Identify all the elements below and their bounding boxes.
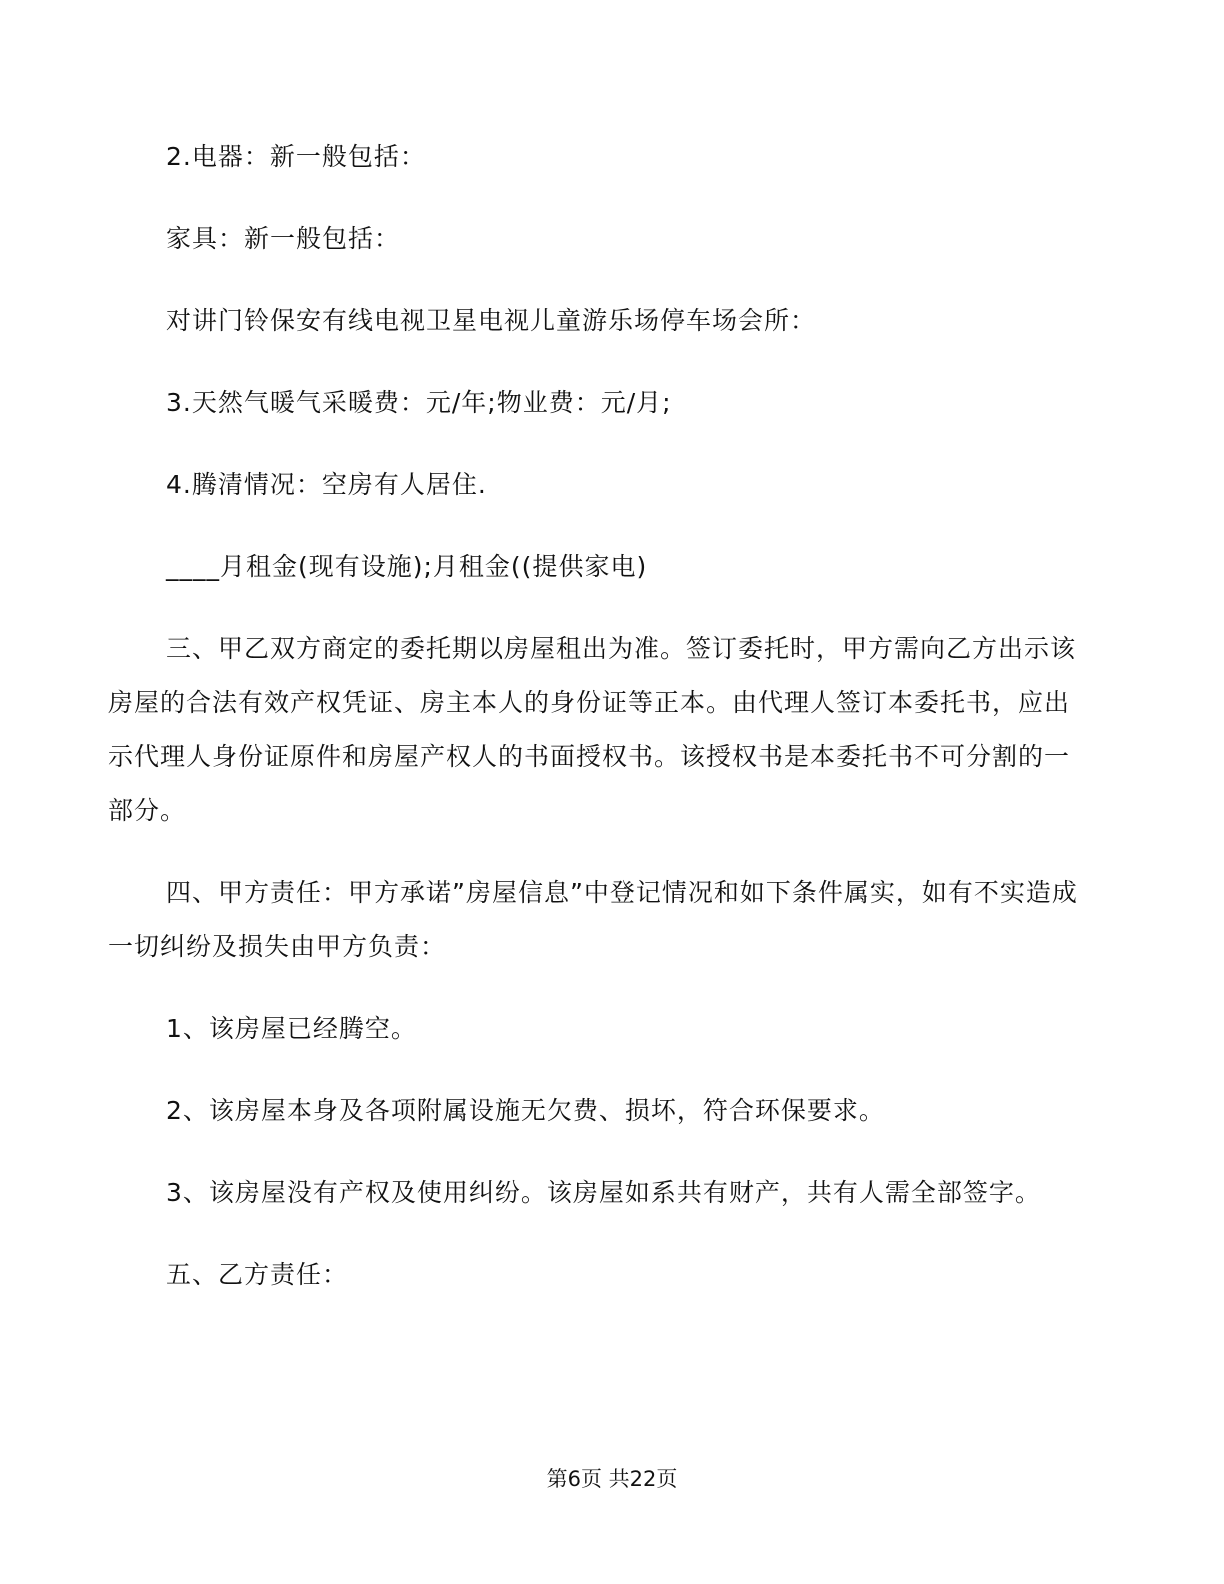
paragraph-facilities: 对讲门铃保安有线电视卫星电视儿童游乐场停车场会所：: [166, 306, 817, 335]
paragraph-item-three: 3、该房屋没有产权及使用纠纷。该房屋如系共有财产，共有人需全部签字。: [166, 1178, 1041, 1207]
page-number-footer: 第6页 共22页: [546, 1467, 678, 1491]
paragraph-fees: 3.天然气暖气采暖费：元/年;物业费：元/月;: [166, 388, 672, 417]
paragraph-section-five: 五、乙方责任：: [166, 1260, 349, 1289]
paragraph-furniture: 家具：新一般包括：: [166, 224, 401, 253]
paragraph-section-three: 三、甲乙双方商定的委托期以房屋租出为准。签订委托时，甲方需向乙方出示该房屋的合法有效产权凭证、房主本人的身份证等正本。由代理人签订本委托书，应出示代理人身份证原件和房屋产权人的书面授权书。该授权书是本委托书不可分割的一部分。: [108, 634, 1077, 825]
paragraph-item-one: 1、该房屋已经腾空。: [166, 1014, 417, 1043]
paragraph-rent: ____月租金(现有设施);月租金((提供家电): [166, 552, 648, 581]
paragraph-section-four: 四、甲方责任：甲方承诺”房屋信息”中登记情况和如下条件属实，如有不实造成一切纠纷及损失由甲方负责：: [108, 878, 1078, 961]
paragraph-item-two: 2、该房屋本身及各项附属设施无欠费、损坏，符合环保要求。: [166, 1096, 885, 1125]
paragraph-appliances: 2.电器：新一般包括：: [166, 142, 426, 171]
paragraph-vacancy: 4.腾清情况：空房有人居住.: [166, 470, 487, 499]
document-body: [108, 130, 1088, 1330]
